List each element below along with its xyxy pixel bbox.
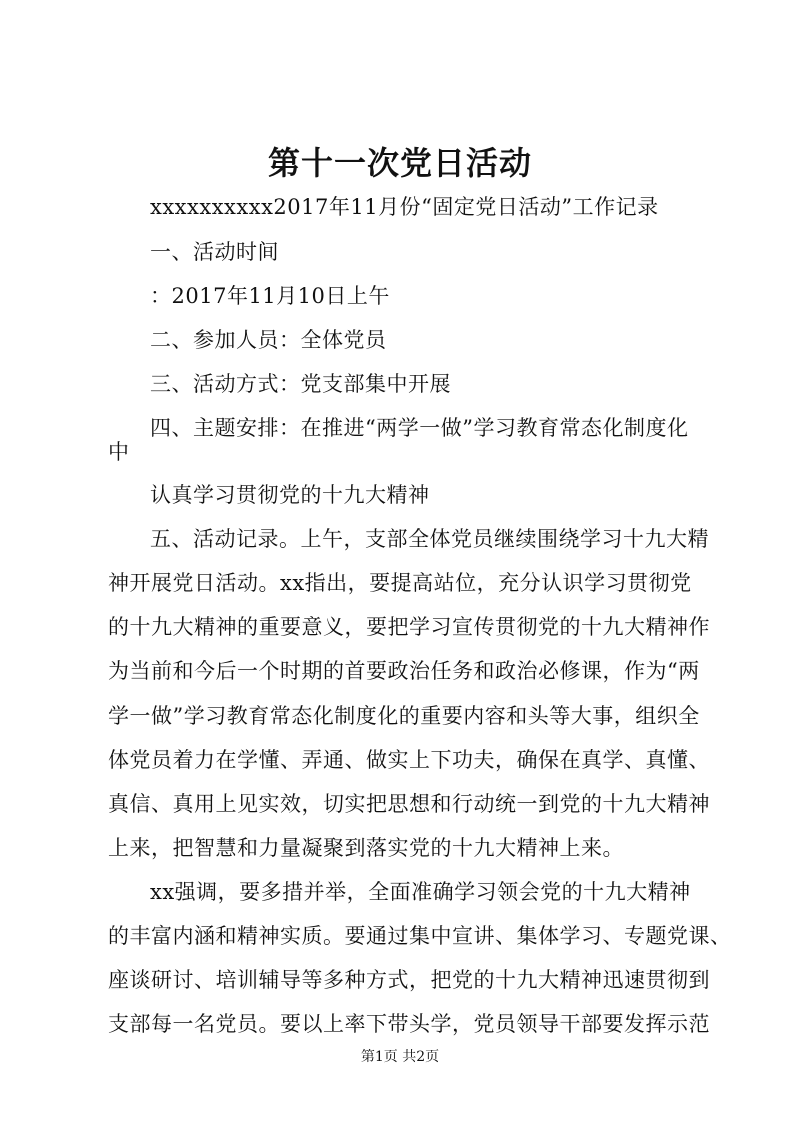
paragraph-line: 支部每一名党员。要以上率下带头学，党员领导干部要发挥示范 <box>108 1012 710 1036</box>
document-title: 第十一次党日活动 <box>267 144 532 182</box>
paragraph-line: 真信、真用上见实效，切实把思想和行动统一到党的十九大精神 <box>108 792 710 816</box>
paragraph-line: 的十九大精神的重要意义，要把学习宣传贯彻党的十九大精神作 <box>108 615 710 639</box>
page-number-footer: 第1页 共2页 <box>360 1049 440 1065</box>
paragraph-line: 神开展党日活动。xx指出，要提高站位，充分认识学习贯彻党 <box>108 571 692 595</box>
paragraph-line: 座谈研讨、培训辅导等多种方式，把党的十九大精神迅速贯彻到 <box>108 968 710 992</box>
paragraph-line: 体党员着力在学懂、弄通、做实上下功夫，确保在真学、真懂、 <box>108 748 710 772</box>
paragraph-line: 为当前和今后一个时期的首要政治任务和政治必修课，作为“两 <box>108 659 700 683</box>
section-theme-continued: 中 <box>108 440 130 464</box>
paragraph-line: 五、活动记录。上午，支部全体党员继续围绕学习十九大精 <box>150 527 709 551</box>
paragraph-line: 学一做”学习教育常态化制度化的重要内容和头等大事，组织全 <box>108 704 700 728</box>
section-theme: 四、主题安排：在推进“两学一做”学习教育常态化制度化 <box>150 416 689 440</box>
paragraph-line: 上来，把智慧和力量凝聚到落实党的十九大精神上来。 <box>108 836 624 860</box>
section-method: 三、活动方式：党支部集中开展 <box>150 372 451 396</box>
record-heading: xxxxxxxxxx2017年11月份“固定党日活动”工作记录 <box>150 195 659 219</box>
paragraph-line: 的丰富内涵和精神实质。要通过集中宣讲、集体学习、专题党课、 <box>108 924 732 948</box>
section-time-value: ：2017年11月10日上午 <box>150 284 390 308</box>
section-time-heading: 一、活动时间 <box>150 240 279 264</box>
section-participants: 二、参加人员：全体党员 <box>150 328 387 352</box>
section-theme-detail: 认真学习贯彻党的十九大精神 <box>150 483 430 507</box>
paragraph-line: xx强调，要多措并举，全面准确学习领会党的十九大精神 <box>150 880 691 904</box>
